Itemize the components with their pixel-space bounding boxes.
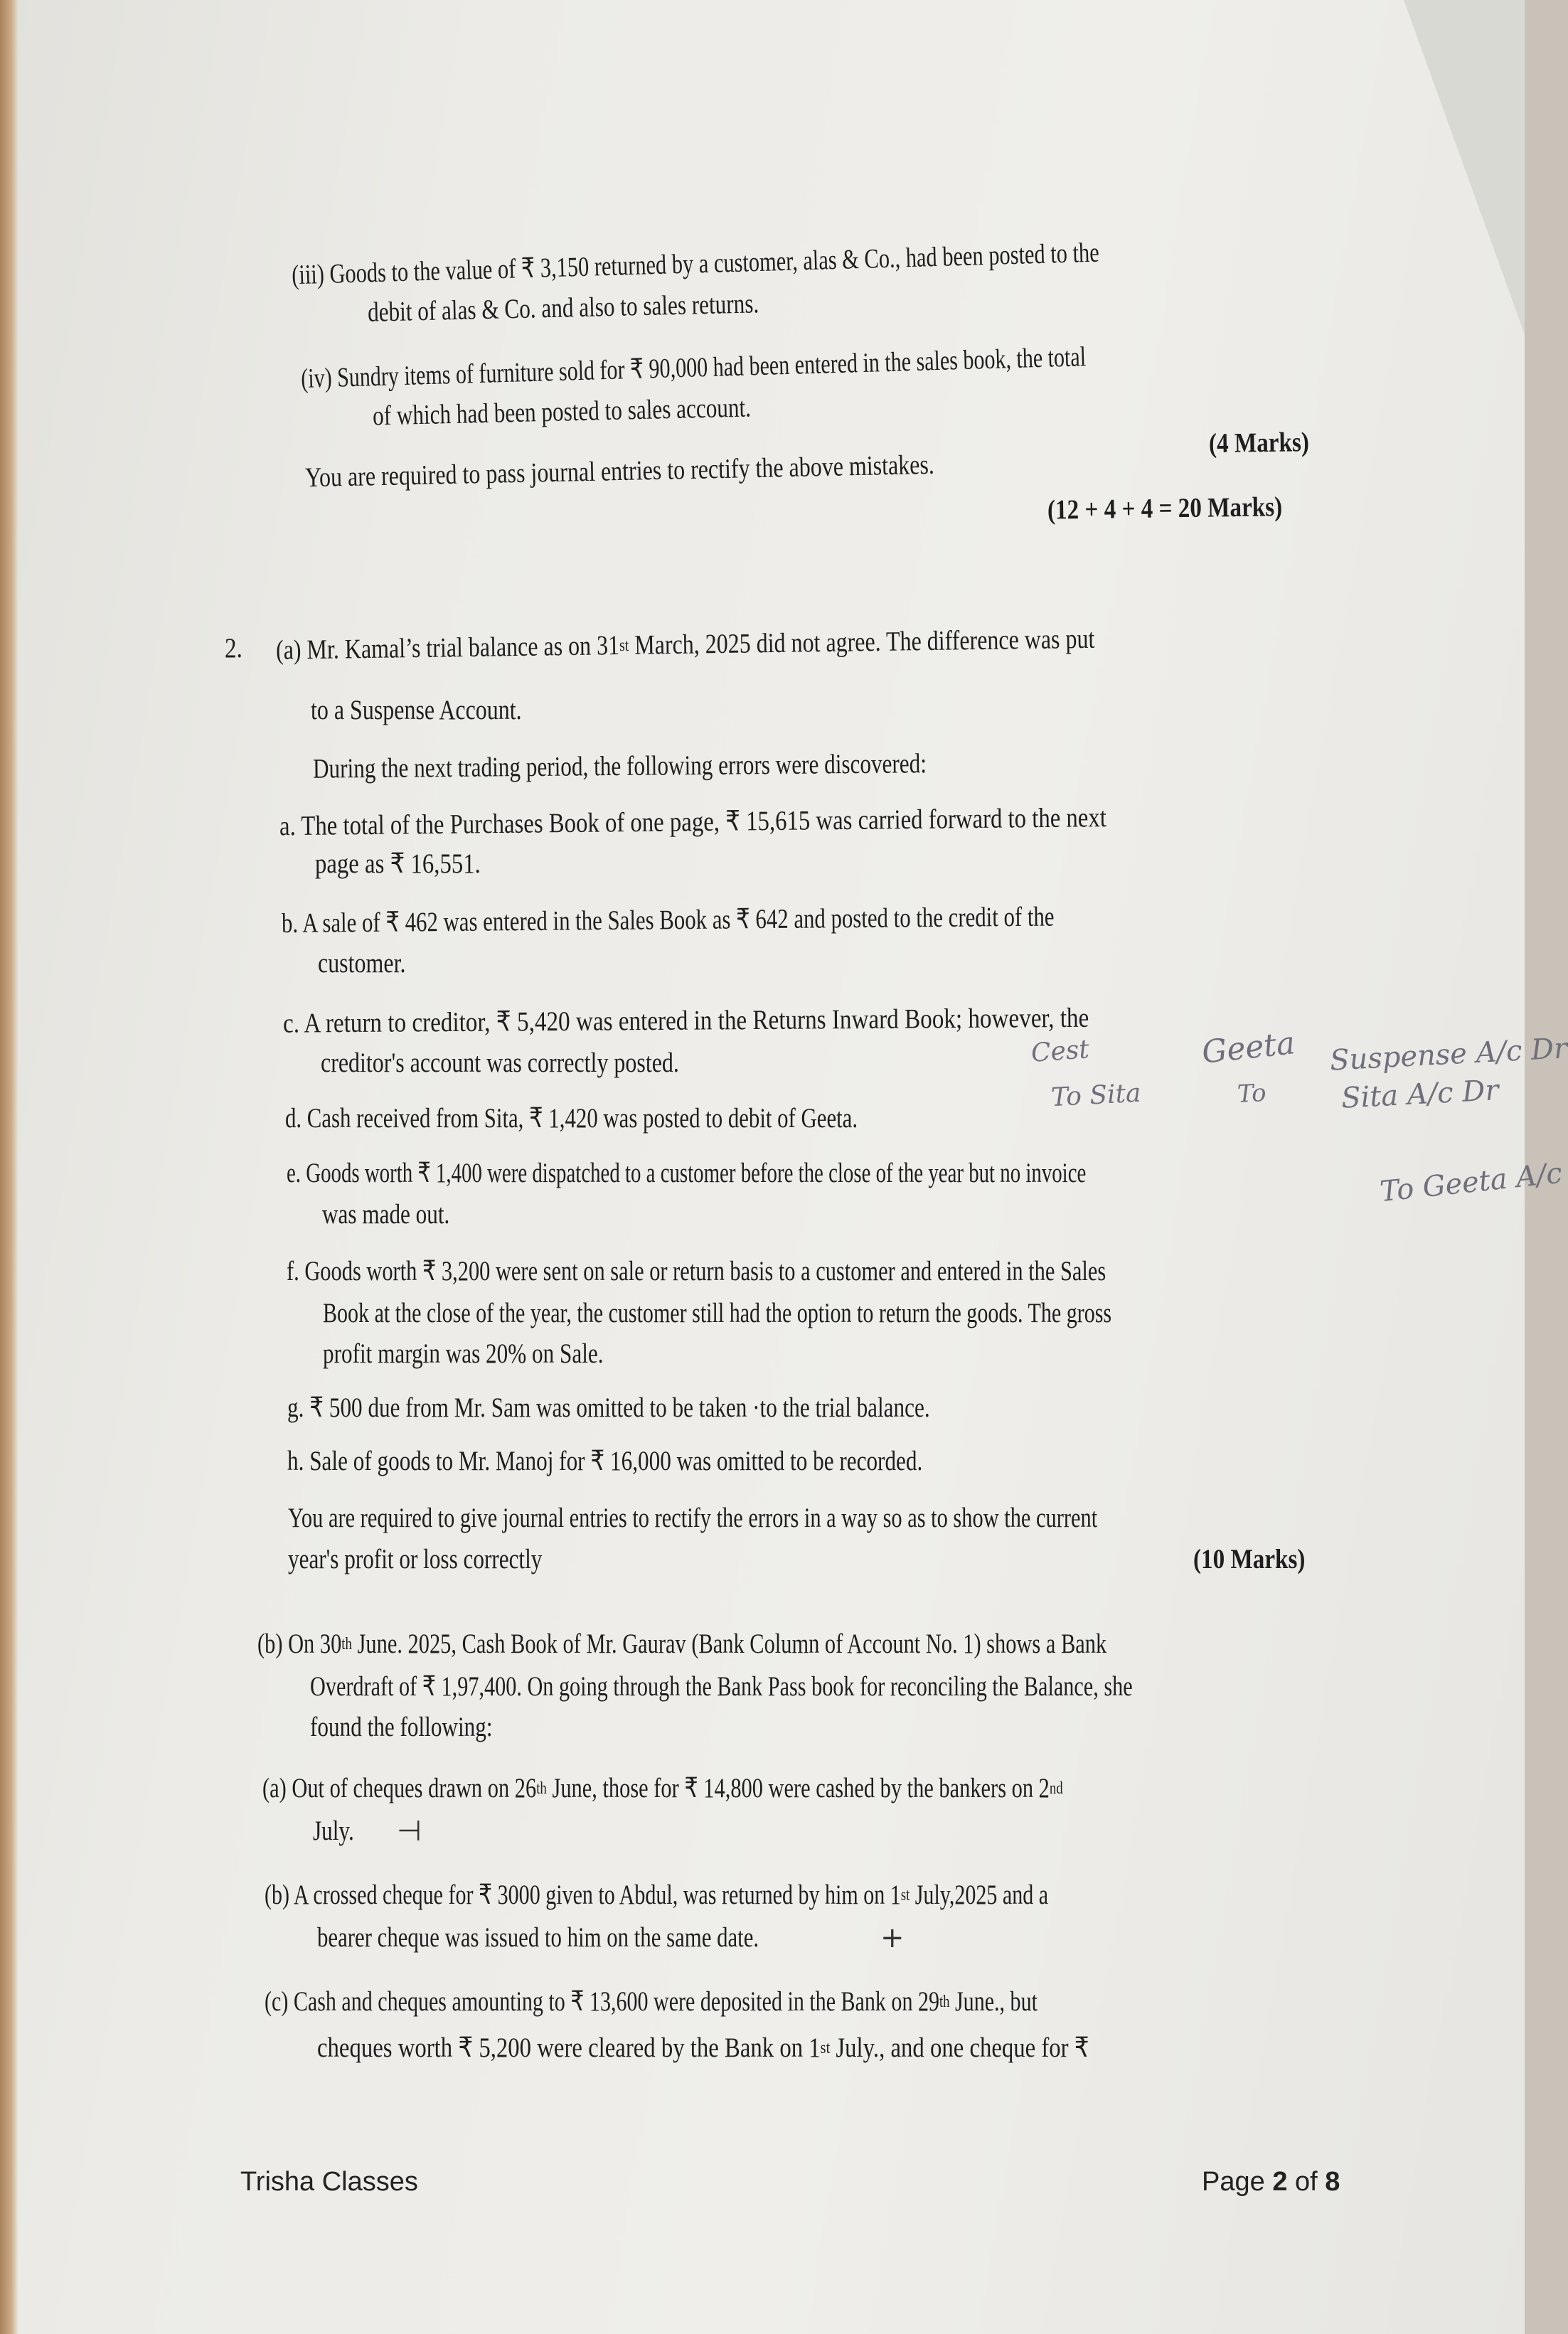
- q2-number: 2.: [225, 633, 242, 664]
- q2a-item-b-line1: b. A sale of ₹ 462 was entered in the Sales Book as ₹ 642 and posted to the credit of the: [281, 901, 1055, 939]
- q2b-item-b-line1: (b) A crossed cheque for ₹ 3000 given to Abdul, was returned by him on 1st July,2025 and a: [265, 1880, 1049, 1910]
- q1-marks: (4 Marks): [1208, 427, 1310, 459]
- q2b-intro-line2: Overdraft of ₹ 1,97,400. On going through the Bank Pass book for reconciling the Balance, she: [310, 1671, 1133, 1702]
- footer-publisher: Trisha Classes: [240, 2167, 418, 2197]
- q2b-intro-line1: (b) On 30th June. 2025, Cash Book of Mr. Gaurav (Bank Column of Account No. 1) shows a Bank: [257, 1629, 1107, 1659]
- q2a-intro-line2: to a Suspense Account.: [311, 695, 522, 725]
- handwritten-note-sita: Sita A/c Dr: [1340, 1074, 1500, 1115]
- folded-corner: [1404, 0, 1525, 334]
- q2b-item-b-line2: bearer cheque was issued to him on the same date.: [317, 1922, 759, 1953]
- q2a-instruction-line1: You are required to give journal entries to rectify the errors in a way so as to show the current: [288, 1503, 1098, 1533]
- q2a-item-h: h. Sale of goods to Mr. Manoj for ₹ 16,000 was omitted to be recorded.: [287, 1446, 923, 1476]
- q2a-item-f-line3: profit margin was 20% on Sale.: [323, 1338, 604, 1369]
- q2a-item-d: d. Cash received from Sita, ₹ 1,420 was posted to debit of Geeta.: [285, 1103, 858, 1134]
- q2b-item-a-line1: (a) Out of cheques drawn on 26th June, those for ₹ 14,800 were cashed by the bankers on 2nd: [262, 1773, 1063, 1803]
- q2b-item-a-line2: July.: [313, 1816, 354, 1846]
- paper-edge: [0, 0, 18, 2334]
- q2a-intro-line1: (a) Mr. Kamal’s trial balance as on 31st March, 2025 did not agree. The difference was put: [275, 623, 1095, 666]
- q2a-item-g: g. ₹ 500 due from Mr. Sam was omitted to be taken ·to the trial balance.: [287, 1392, 930, 1423]
- q2a-item-a-line1: a. The total of the Purchases Book of one page, ₹ 15,615 was carried forward to the next: [279, 802, 1107, 842]
- tick-mark-icon: ⊣: [397, 1815, 422, 1848]
- q2a-instruction-line2: year's profit or loss correctly: [288, 1544, 543, 1574]
- q1-item-iv-line1: (iv) Sundry items of furniture sold for ₹ 90,000 had been entered in the sales book, the total: [300, 341, 1087, 395]
- q2b-item-c-line2: cheques worth ₹ 5,200 were cleared by the Bank on 1st July., and one cheque for ₹: [317, 2032, 1089, 2063]
- q2a-item-e-line1: e. Goods worth ₹ 1,400 were dispatched to a customer before the close of the year but no invoice: [287, 1158, 1087, 1188]
- q1-instruction: You are required to pass journal entries to rectify the above mistakes.: [304, 449, 935, 494]
- handwritten-note-to: To: [1236, 1078, 1267, 1109]
- q2a-item-b-line2: customer.: [318, 948, 406, 979]
- handwritten-note-geeta: Geeta: [1200, 1025, 1297, 1071]
- q1-item-iv-line2: of which had been posted to sales account.: [372, 392, 752, 432]
- q2a-item-e-line2: was made out.: [322, 1199, 450, 1230]
- q1-item-iii-line1: (iii) Goods to the value of ₹ 3,150 returned by a customer, alas & Co., had been posted to the: [291, 237, 1100, 291]
- handwritten-note-to-sita: To Sita: [1050, 1078, 1142, 1113]
- q2a-intro-line3: During the next trading period, the following errors were discovered:: [312, 748, 927, 784]
- q2a-item-c-line1: c. A return to creditor, ₹ 5,420 was entered in the Returns Inward Book; however, the: [282, 1002, 1089, 1039]
- handwritten-note-to-geeta: To Geeta A/c: [1378, 1156, 1564, 1209]
- q2a-item-c-line2: creditor's account was correctly posted.: [321, 1048, 679, 1078]
- q1-item-iii-line2: debit of alas & Co. and also to sales returns.: [367, 288, 759, 328]
- q2a-item-f-line1: f. Goods worth ₹ 3,200 were sent on sale or return basis to a customer and entered in the Sales: [287, 1256, 1106, 1286]
- q2b-item-c-line1: (c) Cash and cheques amounting to ₹ 13,600 were deposited in the Bank on 29th June., but: [265, 1986, 1038, 2017]
- tick-mark-icon: +: [880, 1922, 905, 1954]
- q2a-marks: (10 Marks): [1193, 1544, 1306, 1574]
- q2b-intro-line3: found the following:: [310, 1712, 493, 1742]
- q1-total-marks: (12 + 4 + 4 = 20 Marks): [1047, 491, 1283, 526]
- handwritten-note-suspense: Suspense A/c Dr: [1329, 1032, 1568, 1077]
- q2a-item-f-line2: Book at the close of the year, the customer still had the option to return the goods. The gross: [323, 1298, 1112, 1328]
- handwritten-note-cest: Cest: [1030, 1035, 1091, 1068]
- footer-page-number: Page 2 of 8: [1202, 2167, 1340, 2197]
- q2a-item-a-line2: page as ₹ 16,551.: [315, 848, 481, 879]
